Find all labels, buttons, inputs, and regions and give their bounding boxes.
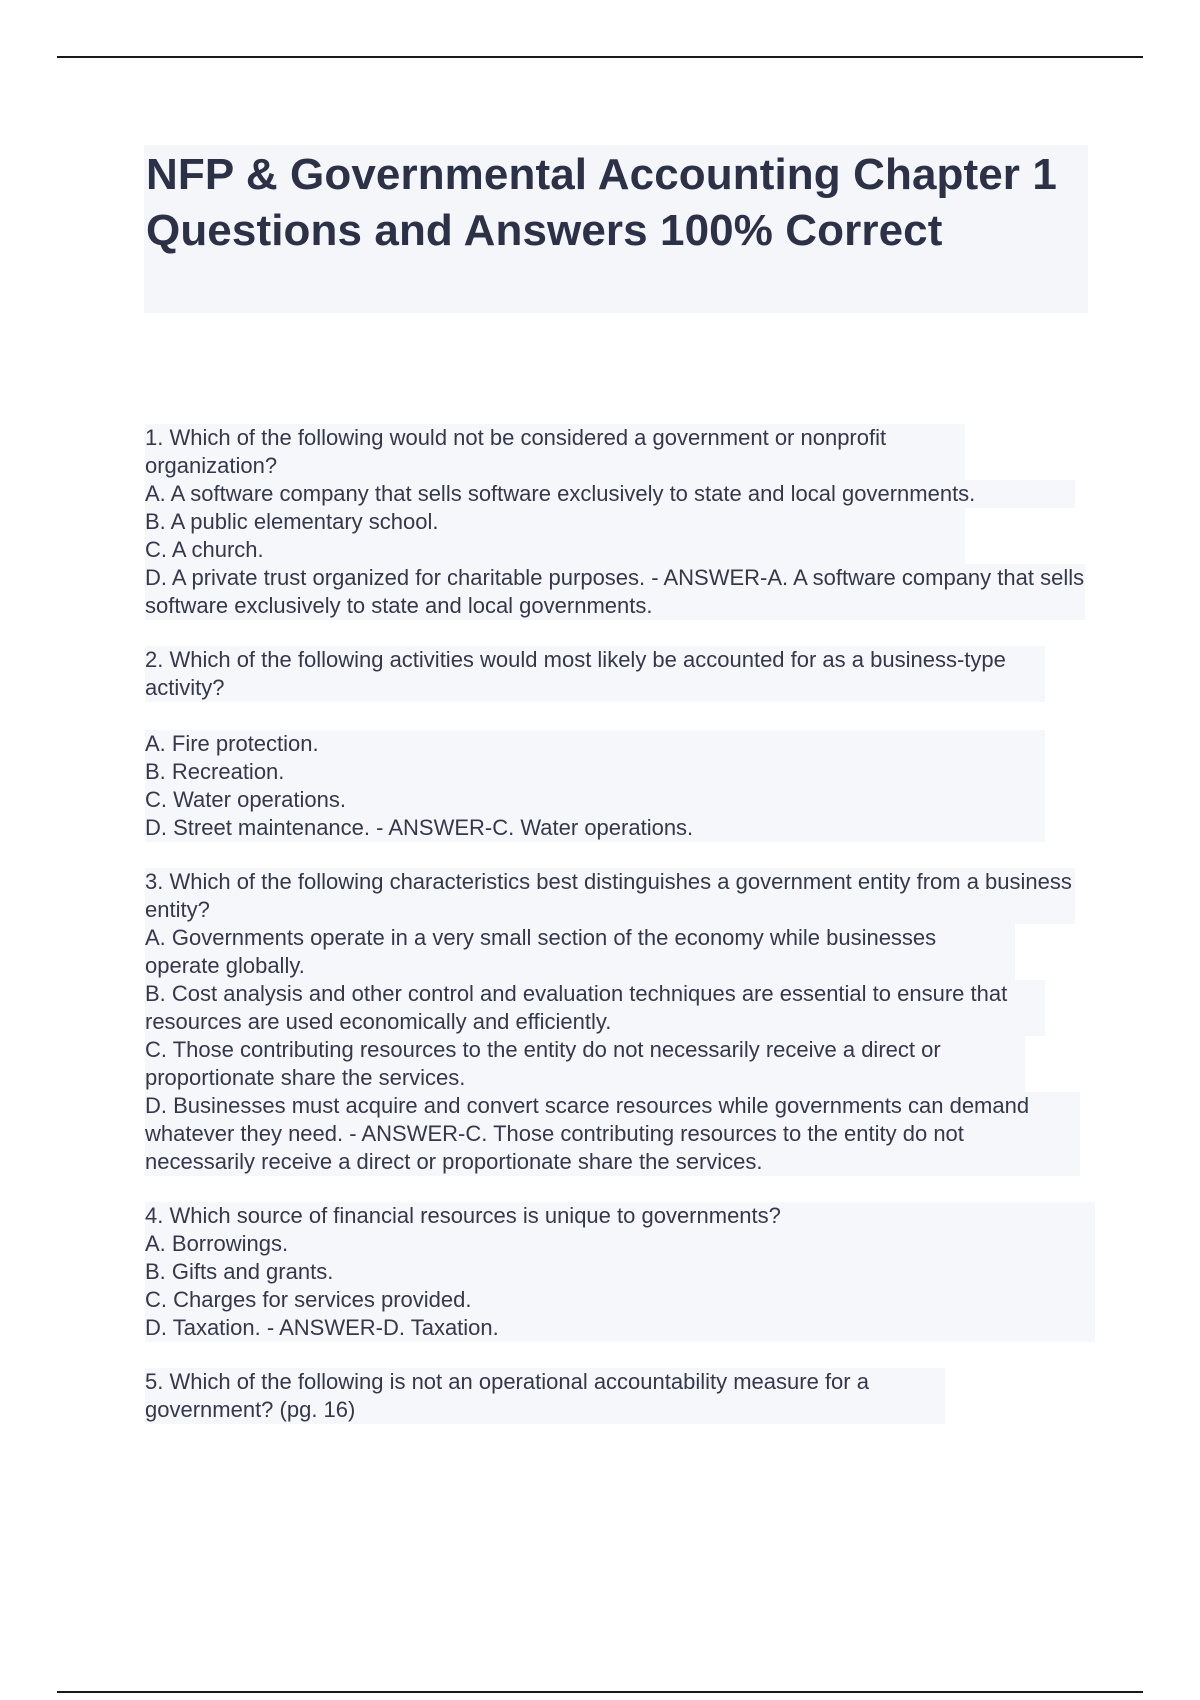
answer-option-d: D. A private trust organized for charitable purposes. - ANSWER-A. A software company that sells software exclusively to state and local governments. [145, 565, 1085, 618]
top-rule [57, 56, 1143, 58]
answer-option-b: B. Cost analysis and other control and evaluation techniques are essential to ensure that resources are used economically and efficiently. [145, 980, 1045, 1036]
answer-option-c: C. A church. [145, 536, 965, 564]
title-block [144, 145, 1088, 313]
answer-option-d: D. Businesses must acquire and convert scarce resources while governments can demand whatever they need. - ANSWER-C. Those contributing resources to the entity do not necessarily receive a direct or proportionate share the services. [145, 1092, 1080, 1176]
answer-option-a: A. Fire protection. [145, 730, 1045, 758]
answer-option-b: B. Gifts and grants. [145, 1258, 1095, 1286]
question-1 [145, 424, 1085, 620]
answer-option-b: B. Recreation. [145, 758, 1045, 786]
question-stem: 1. Which of the following would not be considered a government or nonprofit organization? [145, 424, 965, 480]
blank-line [145, 702, 1045, 730]
answer-option-a: A. Borrowings. [145, 1230, 1095, 1258]
answer-option-a: A. A software company that sells software exclusively to state and local governments. [145, 480, 1075, 508]
document-title: NFP & Governmental Accounting Chapter 1 Questions and Answers 100% Correct [146, 150, 1057, 255]
question-stem: 3. Which of the following characteristics best distinguishes a government entity from a business entity? [145, 868, 1075, 924]
question-stem: 5. Which of the following is not an operational accountability measure for a government? (pg. 16) [145, 1368, 945, 1424]
question-stem: 2. Which of the following activities would most likely be accounted for as a business-type activity? [145, 646, 1045, 702]
answer-option-c: C. Those contributing resources to the entity do not necessarily receive a direct or proportionate share the services. [145, 1036, 1025, 1092]
question-stem: 4. Which source of financial resources is unique to governments? [145, 1202, 1095, 1230]
answer-option-b: B. A public elementary school. [145, 508, 965, 536]
question-4 [145, 1202, 1095, 1342]
question-2 [145, 646, 1045, 842]
answer-option-d: D. Street maintenance. - ANSWER-C. Water operations. [145, 814, 1045, 842]
bottom-rule [57, 1691, 1143, 1693]
answer-option-d: D. Taxation. - ANSWER-D. Taxation. [145, 1314, 1095, 1342]
answer-option-c: C. Water operations. [145, 786, 1045, 814]
question-list [145, 424, 1095, 1450]
answer-option-a: A. Governments operate in a very small section of the economy while businesses operate globally. [145, 924, 1015, 980]
question-5 [145, 1368, 945, 1424]
answer-option-c: C. Charges for services provided. [145, 1286, 1095, 1314]
question-3 [145, 868, 1075, 1176]
